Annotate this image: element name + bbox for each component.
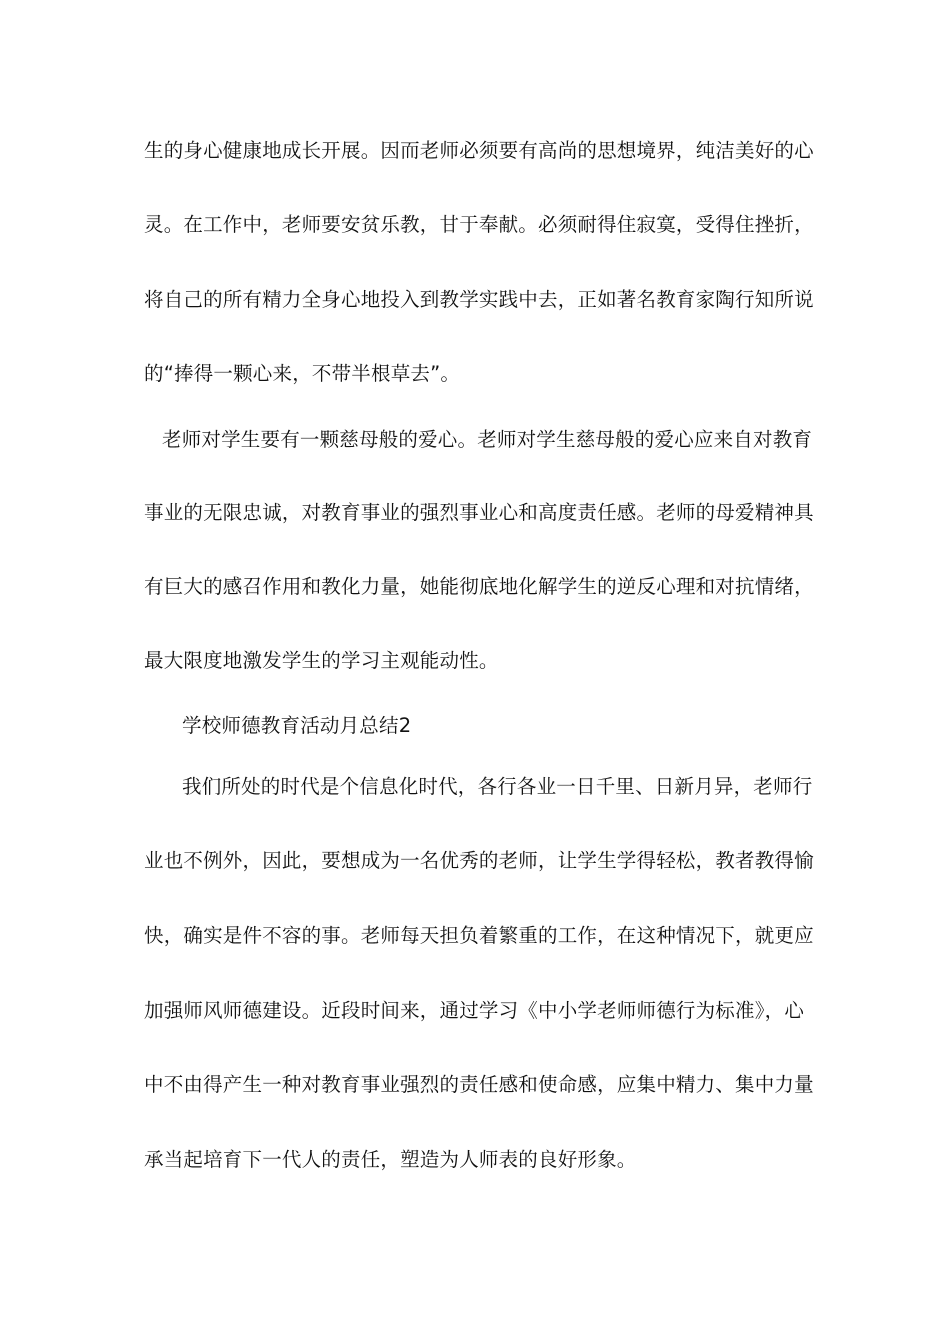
paragraph-2-line-1: 老师对学生要有一颗慈母般的爱心。老师对学生慈母般的爱心应来自对教育: [162, 428, 813, 451]
paragraph-3-line-1: 我们所处的时代是个信息化时代，各行各业一日千里、日新月异，老师行: [182, 775, 813, 798]
paragraph-1-line-2: 灵。在工作中，老师要安贫乐教，甘于奉献。必须耐得住寂寞，受得住挫折，: [144, 213, 814, 236]
paragraph-1-line-3: 将自己的所有精力全身心地投入到教学实践中去，正如著名教育家陶行知所说: [144, 288, 814, 311]
paragraph-1-line-4: 的“捧得一颗心来，不带半根草去”。: [144, 362, 461, 385]
paragraph-3-line-2: 业也不例外，因此，要想成为一名优秀的老师，让学生学得轻松，教者教得愉: [144, 849, 814, 872]
paragraph-1-line-1: 生的身心健康地成长开展。因而老师必须要有高尚的思想境界，纯洁美好的心: [144, 139, 814, 162]
paragraph-3-line-6: 承当起培育下一代人的责任，塑造为人师表的良好形象。: [144, 1148, 637, 1171]
paragraph-3-line-3: 快，确实是件不容的事。老师每天担负着繁重的工作，在这种情况下，就更应: [144, 924, 814, 947]
paragraph-3-line-4: 加强师风师德建设。近段时间来，通过学习《中小学老师师德行为标准》，心: [144, 999, 805, 1022]
paragraph-2-line-3: 有巨大的感召作用和教化力量，她能彻底地化解学生的逆反心理和对抗情绪，: [144, 575, 814, 598]
paragraph-3-line-5: 中不由得产生一种对教育事业强烈的责任感和使命感，应集中精力、集中力量: [144, 1073, 814, 1096]
paragraph-2-line-2: 事业的无限忠诚，对教育事业的强烈事业心和高度责任感。老师的母爱精神具: [144, 501, 814, 524]
section-title: 学校师德教育活动月总结2: [182, 714, 412, 737]
paragraph-2-line-4: 最大限度地激发学生的学习主观能动性。: [144, 649, 499, 672]
